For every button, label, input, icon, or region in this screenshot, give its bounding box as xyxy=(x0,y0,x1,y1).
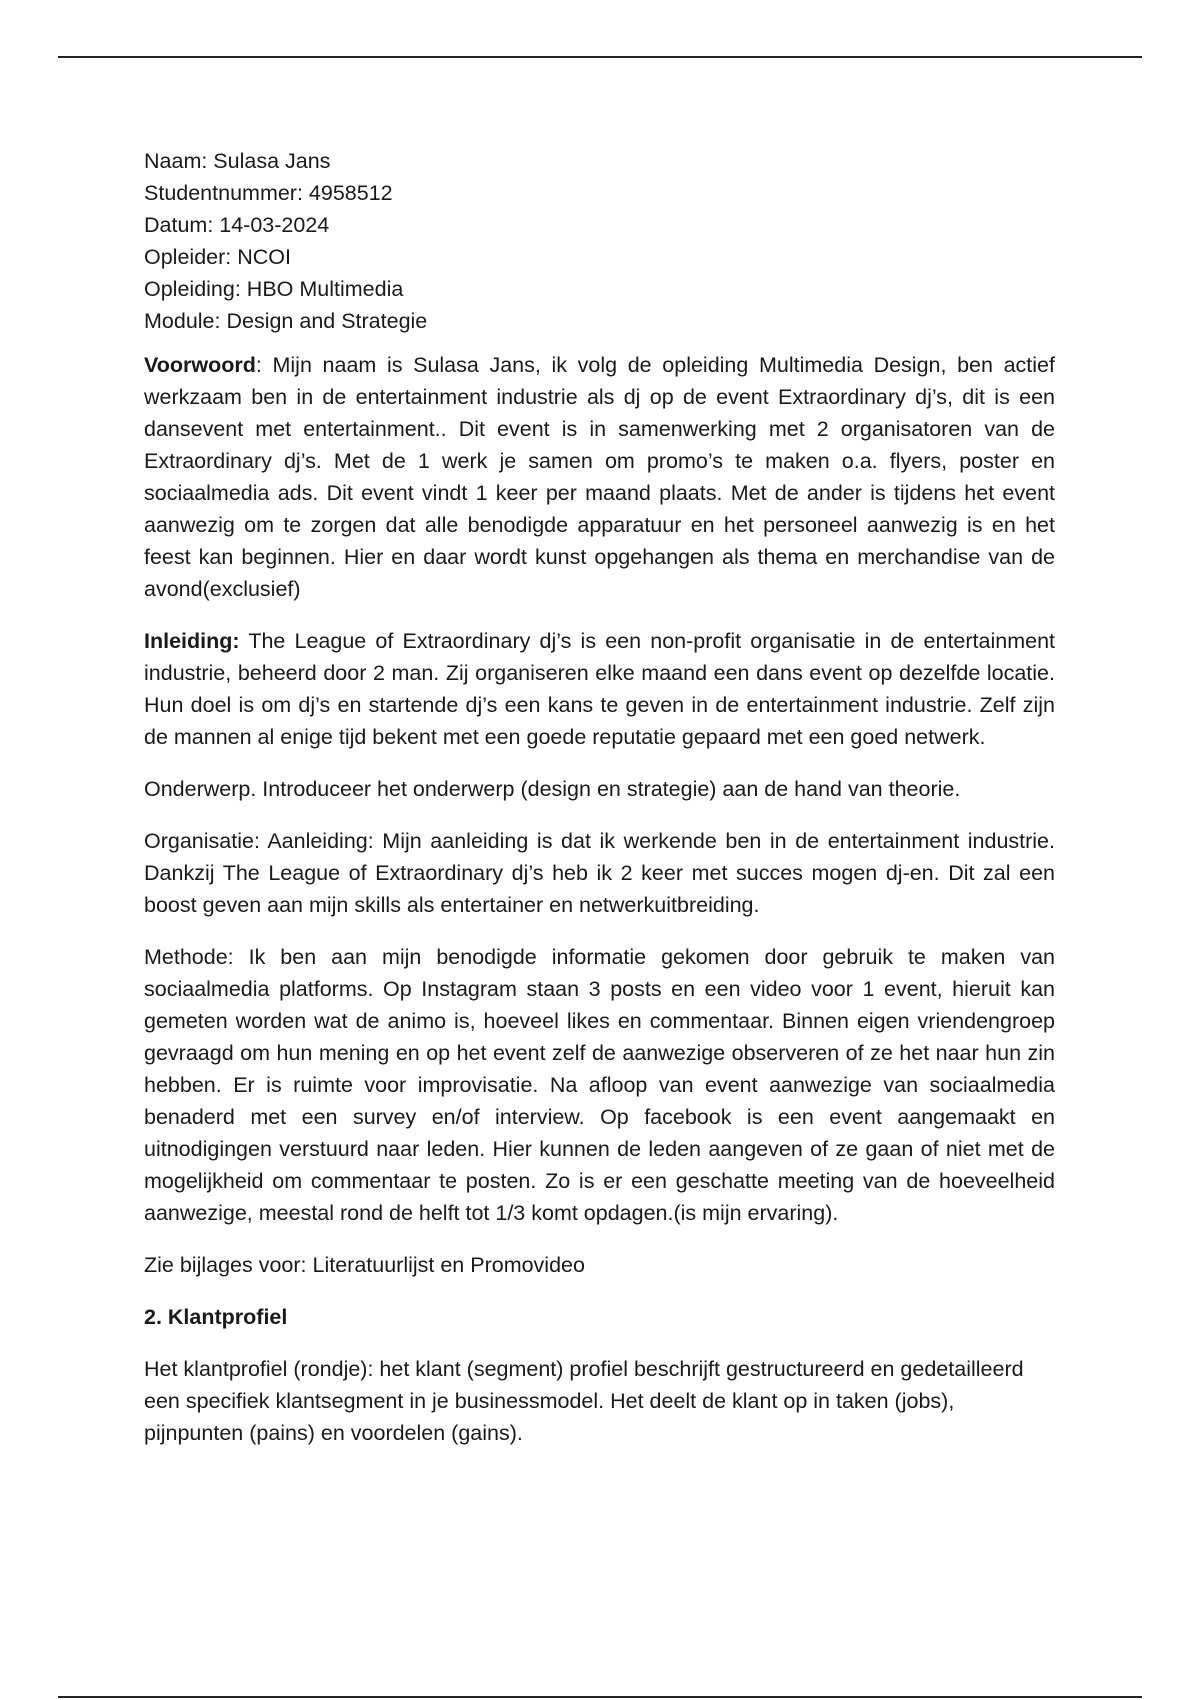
klantprofiel-paragraph: Het klantprofiel (rondje): het klant (segment) profiel beschrijft gestructureerd en gedetailleerd een specifiek klantsegment in je businessmodel. Het deelt de klant op in taken (jobs), pijnpunten (pains) en voordelen (gains). xyxy=(144,1357,1024,1445)
footer-rule xyxy=(58,1696,1142,1698)
meta-name: Naam: Sulasa Jans xyxy=(144,149,331,173)
voorwoord-text: : Mijn naam is Sulasa Jans, ik volg de opleiding Multimedia Design, ben actief werkzaam ben in de entertainment industrie als dj op de event Extraordinary dj’s, dit is een dansevent met entertainment.. Dit event is in samenwerking met 2 organisatoren van de Extraordinary dj’s. Met de 1 werk je samen om promo’s te maken o.a. flyers, poster en sociaalmedia ads. Dit event vindt 1 keer per maand plaats. Met de ander is tijdens het event aanwezig om te zorgen dat alle benodigde apparatuur en het personeel aanwezig is en het feest kan beginnen. Hier en daar wordt kunst opgehangen als thema en merchandise van de avond(exclusief) xyxy=(144,353,1055,601)
organisatie-paragraph: Organisatie: Aanleiding: Mijn aanleiding is dat ik werkende ben in de entertainment industrie. Dankzij The League of Extraordinary dj’s heb ik 2 keer met succes mogen dj-en. Dit zal een boost geven aan mijn skills als entertainer en netwerkuitbreiding. xyxy=(144,829,1055,917)
inleiding-paragraph xyxy=(144,625,1055,753)
voorwoord-paragraph xyxy=(144,349,1055,605)
meta-provider: Opleider: NCOI xyxy=(144,245,291,269)
student-metadata xyxy=(144,145,1055,337)
onderwerp-paragraph: Onderwerp. Introduceer het onderwerp (design en strategie) aan de hand van theorie. xyxy=(144,777,961,801)
meta-student-number: Studentnummer: 4958512 xyxy=(144,181,393,205)
document-body xyxy=(144,145,1055,1469)
methode-paragraph: Methode: Ik ben aan mijn benodigde informatie gekomen door gebruik te maken van sociaalmedia platforms. Op Instagram staan 3 posts en een video voor 1 event, hieruit kan gemeten worden wat de animo is, hoeveel likes en commentaar. Binnen eigen vriendengroep gevraagd om hun mening en op het event zelf de aanwezige observeren of ze het naar hun zin hebben. Er is ruimte voor improvisatie. Na afloop van event aanwezige van sociaalmedia benaderd met een survey en/of interview. Op facebook is een event aangemaakt en uitnodigingen verstuurd naar leden. Hier kunnen de leden aangeven of ze gaan of niet met de mogelijkheid om commentaar te posten. Zo is er een geschatte meeting van de hoeveelheid aanwezige, meestal rond de helft tot 1/3 komt opdagen.(is mijn ervaring). xyxy=(144,945,1055,1225)
inleiding-lead: Inleiding: xyxy=(144,629,240,653)
meta-date: Datum: 14-03-2024 xyxy=(144,213,330,237)
meta-module: Module: Design and Strategie xyxy=(144,309,428,333)
bijlages-paragraph: Zie bijlages voor: Literatuurlijst en Promovideo xyxy=(144,1253,585,1277)
voorwoord-lead: Voorwoord xyxy=(144,353,256,377)
inleiding-text: The League of Extraordinary dj’s is een non-profit organisatie in de entertainment industrie, beheerd door 2 man. Zij organiseren elke maand een dans event op dezelfde locatie. Hun doel is om dj’s en startende dj’s een kans te geven in de entertainment industrie. Zelf zijn de mannen al enige tijd bekent met een goede reputatie gepaard met een goed netwerk. xyxy=(144,629,1055,749)
header-rule xyxy=(58,56,1142,58)
meta-program: Opleiding: HBO Multimedia xyxy=(144,277,404,301)
section-heading-klantprofiel: 2. Klantprofiel xyxy=(144,1305,288,1329)
